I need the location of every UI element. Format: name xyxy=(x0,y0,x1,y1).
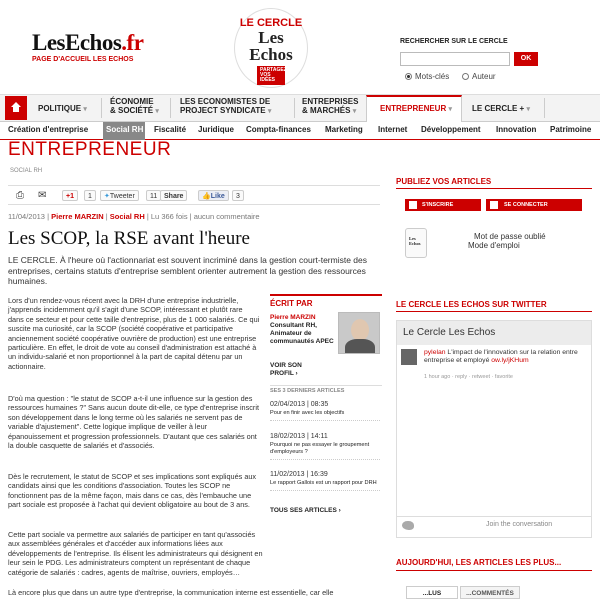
radio-author[interactable] xyxy=(462,72,496,81)
article-meta: 11/04/2013 | Pierre MARZIN | Social RH | Lu 366 fois | aucun commentaire xyxy=(8,212,260,221)
tab-most-commented[interactable]: ...COMMENTÉS xyxy=(460,586,520,599)
home-link[interactable]: PAGE D'ACCUEIL LES ECHOS xyxy=(32,56,134,63)
recent-article[interactable] xyxy=(270,401,380,421)
subnav-item[interactable]: Internet xyxy=(378,125,408,134)
recent-article-title[interactable]: Le rapport Gallois est un rapport pour DRH xyxy=(270,480,377,486)
all-articles-link[interactable]: TOUS SES ARTICLES › xyxy=(270,507,341,514)
chevron-down-icon: ▾ xyxy=(448,106,452,113)
how-to-link[interactable]: Mode d'emploi xyxy=(468,241,520,250)
radio-keywords-label: Mots-clés xyxy=(415,72,450,81)
recent-articles-heading: SES 3 DERNIERS ARTICLES xyxy=(270,385,382,394)
gplus-count: 1 xyxy=(84,190,96,201)
tweet-avatar[interactable] xyxy=(401,349,417,365)
subnav-item[interactable]: Juridique xyxy=(198,125,235,134)
thumbs-up-icon: 👍 xyxy=(202,193,211,200)
email-icon[interactable]: ✉ xyxy=(38,190,47,201)
tweet xyxy=(424,349,590,365)
chevron-down-icon: ▾ xyxy=(526,106,530,113)
like-count: 3 xyxy=(232,190,244,201)
nav-item-label: ÉCONOMIE & SOCIÉTÉ xyxy=(110,97,154,115)
article-category-link[interactable]: Social RH xyxy=(109,212,145,221)
radio-checked-icon xyxy=(405,73,412,80)
chevron-down-icon: ▾ xyxy=(83,106,87,113)
subnav-item[interactable]: Compta-finances xyxy=(246,125,311,134)
article-title: Les SCOP, la RSE avant l'heure xyxy=(8,228,250,249)
tweet-button[interactable] xyxy=(100,190,139,201)
radio-keywords[interactable] xyxy=(405,72,449,81)
today-heading: AUJOURD'HUI, LES ARTICLES LES PLUS... xyxy=(396,558,592,571)
subnav-item[interactable]: Patrimoine xyxy=(550,125,592,134)
fb-share-button[interactable]: Share xyxy=(160,190,187,201)
article-paragraph: Dès le recrutement, le statut de SCOP et ses implications sont expliqués aux candidats ainsi que les conditions d'association. Toutes les SCOP ne fonctionnent pas de la même façon, mais dans ce cas, dès l'embauche une part sociale est proposée à l'achat qui devient obligatoire au bout de 3 ans. xyxy=(8,472,257,510)
search-title: RECHERCHER SUR LE CERCLE xyxy=(400,38,508,45)
read-count: Lu 366 fois xyxy=(150,212,188,221)
breadcrumb[interactable]: SOCIAL RH xyxy=(10,168,43,174)
nav-item-entrepreneur[interactable] xyxy=(380,104,452,114)
nav-item-cercle-plus[interactable] xyxy=(472,104,530,114)
tweet-text: L'impact de l'innovation sur la relation entre entreprise et employé xyxy=(424,349,578,365)
recent-article-title[interactable]: Pour en finir avec les objectifs xyxy=(270,410,345,416)
twitter-icon: ✦ xyxy=(104,193,110,200)
gplus-button[interactable]: +1 xyxy=(62,190,78,201)
lock-icon xyxy=(490,201,498,209)
logo-extension: .fr xyxy=(121,30,144,55)
nav-divider xyxy=(170,98,171,118)
search-input[interactable] xyxy=(400,52,510,66)
recent-article[interactable] xyxy=(270,471,380,491)
radio-unchecked-icon xyxy=(462,73,469,80)
login-label: SE CONNECTER xyxy=(504,202,548,208)
author-bio: Consultant RH, Animateur de communautés APEC xyxy=(270,322,334,345)
tweet-meta[interactable]: 1 hour ago · reply · retweet · favorite xyxy=(424,374,513,380)
article-paragraph: Lors d'un rendez-vous récent avec la DRH d'une entreprise industrielle, j'apprends incidemment qu'il s'agit d'une SCOP, intéressant et plutôt rare dans ce secteur et pour cette taille d'entreprise, plus de 1 000 salariés. Ce qui suscite ma curiosité, car la SCOP (société coopérative et participative anciennement société coopérative ouvrière de production) est une entreprise particulière. En effet, le droit de vote au conseil d'administration est attaché à un individu-salarié et non proportionnel à la part de capital détenu par un actionnaire. xyxy=(8,296,260,371)
article-paragraph: Cette part sociale va permettre aux salariés de participer en tant qu'associés aux assemblées générales et d'accéder aux informations liées aux développements de l'entreprise. Ils élisent les administrateurs qui désignent en leur sein le PDG. Les administrateurs comptent un représentant de chaque catégorie de salariés : cadres, agents de maîtrise, ouvriers, employés… xyxy=(8,530,263,577)
section-title: ENTREPRENEUR xyxy=(8,139,172,160)
nav-item-politique[interactable] xyxy=(38,104,87,114)
signup-button[interactable] xyxy=(405,199,481,211)
nav-item-entreprises[interactable] xyxy=(302,97,364,116)
subnav-item[interactable]: Marketing xyxy=(325,125,363,134)
subnav-item[interactable]: Innovation xyxy=(496,125,537,134)
recent-article[interactable] xyxy=(270,433,380,460)
like-label: Like xyxy=(210,193,225,200)
author-name[interactable]: Pierre MARZIN xyxy=(270,314,316,321)
author-heading: ÉCRIT PAR xyxy=(270,294,382,308)
recent-article-title[interactable]: Pourquoi ne pas essayer le groupement d'employeurs ? xyxy=(270,442,370,455)
nav-item-label: LE CERCLE + xyxy=(472,104,525,113)
chevron-down-icon: ▾ xyxy=(352,108,357,115)
tweet-count: 11 xyxy=(146,190,161,201)
article-author-link[interactable]: Pierre MARZIN xyxy=(51,212,104,221)
recent-article-date: 11/02/2013 | 16:39 xyxy=(270,471,328,478)
subnav-item-active[interactable]: Social RH xyxy=(106,125,144,134)
subnav-item[interactable]: Développement xyxy=(421,125,481,134)
nav-item-economistes[interactable] xyxy=(180,97,290,116)
nav-item-label: ENTREPRENEUR xyxy=(380,104,447,113)
tweet-user-link[interactable]: pylelan xyxy=(424,349,446,356)
twitter-widget-title[interactable]: Le Cercle Les Echos xyxy=(403,327,496,338)
nav-item-label: LES ECONOMISTES DE PROJECT SYNDICATE xyxy=(180,97,271,115)
author-profile-link[interactable]: VOIR SON PROFIL › xyxy=(270,362,302,377)
site-logo[interactable] xyxy=(32,30,143,56)
author-info xyxy=(270,314,336,346)
nav-item-label: ENTREPRISES & MARCHÉS xyxy=(302,97,359,115)
search-button[interactable]: OK xyxy=(514,52,538,66)
recent-article-date: 18/02/2013 | 14:11 xyxy=(270,433,328,440)
nav-item-label: POLITIQUE xyxy=(38,104,82,113)
subnav-item[interactable]: Création d'entreprise xyxy=(8,125,89,134)
article-date: 11/04/2013 xyxy=(8,212,45,221)
nav-divider xyxy=(294,98,295,118)
fb-like-button[interactable] xyxy=(198,190,229,201)
home-icon[interactable] xyxy=(5,96,27,120)
join-conversation-link[interactable]: Join the conversation xyxy=(486,521,553,528)
cercle-logo[interactable] xyxy=(234,8,308,88)
author-avatar[interactable] xyxy=(338,312,380,354)
nav-item-economie[interactable] xyxy=(110,97,160,116)
twitter-bird-icon xyxy=(402,521,414,530)
article-paragraph: Là encore plus que dans un autre type d'entreprise, la communication interne est essentielle, car elle xyxy=(8,588,334,597)
publish-heading: PUBLIEZ VOS ARTICLES xyxy=(396,177,592,189)
cercle-tagline: PARTAGEZ VOS IDÉES xyxy=(257,66,285,85)
tweet-link[interactable]: ow.ly/jKHum xyxy=(491,357,529,365)
logo-text: LesEchos xyxy=(32,30,122,55)
signup-label: S'INSCRIRE xyxy=(422,202,454,208)
comment-count[interactable]: aucun commentaire xyxy=(193,212,260,221)
phone-logo: Les Echos xyxy=(409,236,421,246)
twitter-heading: LE CERCLE LES ECHOS SUR TWITTER xyxy=(396,300,592,312)
nav-divider xyxy=(101,98,102,118)
mobile-phone-icon xyxy=(405,228,427,258)
login-button[interactable] xyxy=(486,199,582,211)
recent-article-date: 02/04/2013 | 08:35 xyxy=(270,401,329,408)
cercle-logo-line2: Les Echos xyxy=(249,28,293,64)
tweet-label: Tweeter xyxy=(109,193,135,200)
nav-divider xyxy=(544,98,545,118)
chevron-down-icon: ▾ xyxy=(155,108,159,115)
forgot-password-link[interactable]: Mot de passe oublié xyxy=(474,232,546,241)
article-lead: LE CERCLE. À l'heure où l'actionnariat est souvent incriminé dans la gestion court-termiste des entreprises, certains statuts d'entreprise semblent orienter autrement la gestion des ressources humaines. xyxy=(8,255,368,286)
radio-author-label: Auteur xyxy=(472,72,496,81)
print-icon[interactable]: ⎙ xyxy=(16,190,24,201)
user-icon xyxy=(409,201,417,209)
chevron-down-icon: ▾ xyxy=(267,108,272,115)
tab-most-read[interactable]: ...LUS xyxy=(406,586,458,599)
subnav-item[interactable]: Fiscalité xyxy=(154,125,187,134)
article-paragraph: D'où ma question : "le statut de SCOP a-t-il une influence sur la gestion des ressources humaines ?" Sans aucun doute dit-elle, ce type d'entreprise inscrit son développement dans le long terme où les salariés ne servent pas de variable d'ajustement". Cette logique implique de veiller à leur épanouissement et progression professionnels. D'autant que ces salariés ont la double casquette de salariés et d'associés. xyxy=(8,394,259,451)
cercle-logo-line1: LE CERCLE xyxy=(239,17,303,29)
